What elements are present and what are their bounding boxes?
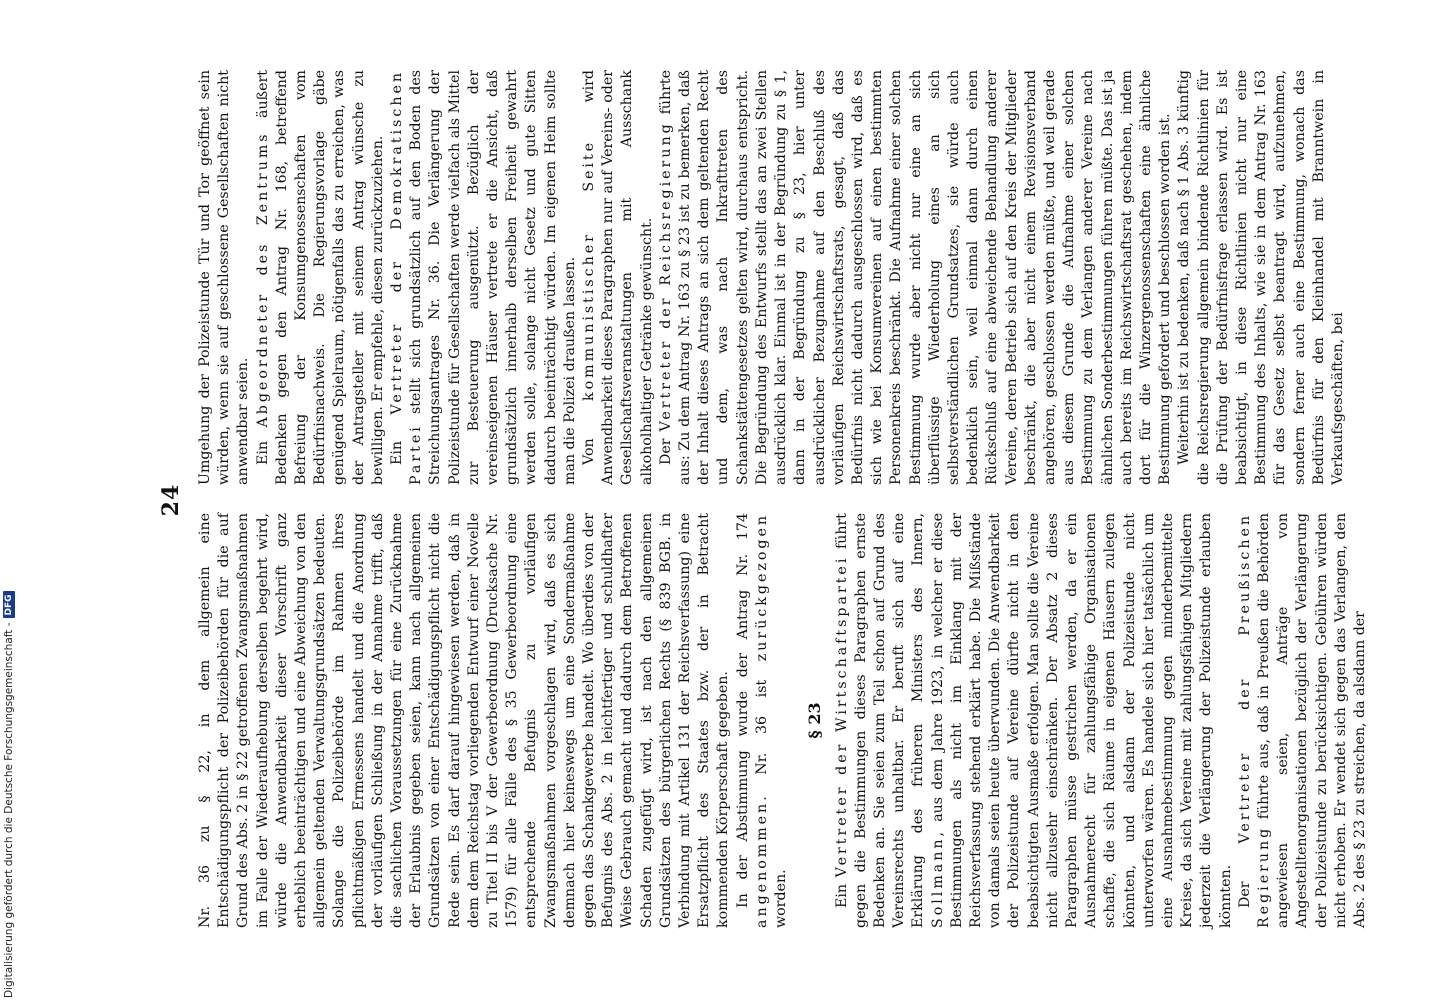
right-column [196,70,1348,485]
text-run: Nr. 36 ist [753,679,770,775]
paragraph: Weiterhin ist zu bedenken, daß nach § 1 Abs. 3 künftig die Reichsregierung allgemein bindende Richtlinien für die Prüfung der Bedürfnisfrage erlassen wird. Es ist beabsichtigt, in diese Richtlinien nicht nur eine Bestimmung des Inhalts, wie sie in dem Antrag Nr. 163 für das Gesetz selbst beantragt wird, aufzunehmen, sondern ferner auch eine Bestimmung, wonach das Bedürfnis für den Kleinhandel mit Branntwein in Verkaufsgeschäften, bei [1176,70,1346,485]
text-run: Ein [389,440,406,465]
spaced-text: Vertreter der Wirtschaftspartei [833,555,850,878]
document-page [150,60,1400,940]
text-run: In der Abstimmung wurde der Antrag Nr. 174 [734,513,751,908]
text-run: wird Anwendbarkeit dieses Paragraphen nur auf Vereins- oder Gesellschaftsveranstaltungen mit Ausschank alkoholhaltiger Getränke gewünscht. [581,69,655,485]
paragraph [580,70,657,485]
paragraph: Umgehung der Polizeistunde Tür und Tor geöffnet sein würden, wenn sie auf geschlossene Gesellschaften nicht anwendbar seien. [197,70,252,485]
spaced-text: Abgeordneter des Zentrums [254,131,271,428]
section-heading: § 23 [805,702,825,739]
credit-text: Digitalisierung gefördert durch die Deutsche Forschungsgemeinschaft - [3,622,15,998]
spaced-text: angenommen. [753,793,770,928]
text-run: Ein [254,440,271,465]
text-run: Der [1236,881,1253,908]
page-number: 24 [158,483,184,517]
spaced-text: Vertreter der Preußischen Regierung [1236,513,1272,928]
paragraph: Nr. 36 zu § 22, in dem allgemein eine Entschädigungspflicht der Polizeibehörden für die auf Grund des Abs. 2 in § 22 getroffenen Zwangsmaßnahmen im Falle der Wiederaufhebung derselben begehrt wird, würde die Anwendbarkeit dieser Vorschrift ganz erheblich beeinträchtigen und eine Abweichung von den allgemein geltenden Verwaltungsgrundsätzen bedeuten. Solange die Polizeibehörde im Rahmen ihres pflichtmäßigen Ermessens handelt und die Anordnung der vorläufigen Schließung in der Annahme trifft, daß die sachlichen Voraussetzungen für eine Zurücknahme der Erlaubnis gegeben seien, kann nach allgemeinen Grundsätzen von einer Entschädigungspflicht nicht die Rede sein. Es darf darauf hingewiesen werden, daß in dem dem Reichstag vorliegenden Entwurf einer Novelle zu Titel II bis V der Gewerbeordnung (Drucksache Nr. 1579) für alle Fälle des § 35 Gewerbeordnung eine entsprechende Befugnis zu vorläufigen Zwangsmaßnahmen vorgeschlagen wird, daß es sich demnach hier keineswegs um eine Sondermaßnahme gegen das Schankgewerbe handelt. Wo überdies von der Befugnis des Abs. 2 in leichtfertiger und schuldhafter Weise Gebrauch gemacht und dadurch dem Betroffenen Schaden zugefügt wird, ist nach den allgemeinen Grundsätzen des bürgerlichen Rechts (§ 839 BGB. in Verbindung mit Artikel 131 der Reichsverfassung) eine Ersatzpflicht des Staates bzw. der in Betracht kommenden Körperschaft gegeben. [197,513,732,928]
text-run: führte aus: Zu dem Antrag Nr. 163 zu § 23 ist zu bemerken, daß der Inhalt dieses Antrags an sich dem geltenden Recht und dem, was nach Inkrafttreten des Schankstättengesetzes gelten wird, durchaus entspricht. Die Begründung des Entwurfs stellt das an zwei Stellen ausdrücklich klar. Einmal ist in der Begründung zu § 1, dann in der Begründung zu § 23, hier unter ausdrücklicher Bezugnahme auf den Beschluß des vorläufigen Reichswirtschaftsrats, gesagt, daß das Bedürfnis nicht dadurch ausgeschlossen wird, daß es sich wie bei Konsumvereinen auf einen bestimmten Personenkreis beschränkt. Die Aufnahme einer solchen Bestimmung wurde aber nicht nur eine an sich überflüssige Wiederholung eines an sich selbstverständlichen Grundsatzes, sie würde auch bedenklich sein, weil einmal dann durch einen Rückschluß auf eine abweichende Behandlung anderer Vereine, deren Betrieb sich auf den Kreis der Mitglieder beschränkt, die aber nicht einem Revisionsverband angehören, geschlossen werden müßte, und weil gerade aus diesem Grunde die Aufnahme einer solchen Bestimmung zu dem Verlangen anderer Vereine nach ähnlichen Sonderbestimmungen führen müßte. Das ist ja auch bereits im Reichswirtschaftsrat geschehen, indem dort für die Winzergenossenschaften eine ähnliche Bestimmung gefordert und beschlossen worden ist. [657,70,1174,485]
paragraph [254,70,388,485]
text-run: stellt sich grundsätzlich auf den Boden des Streichungsantrages Nr. 36. Die Verlängerung der Polizeistunde für Gesellschaften werde vielfach als Mittel zur Besteuerung ausgenützt. Bezüglich der vereinseigenen Häuser vertrete er die Ansicht, daß grundsätzlich innerhalb derselben Freiheit gewahrt werden solle, solange nicht Gesetz und gute Sitten dadurch beeinträchtigt würden. Im eigenen Heim sollte man die Polizei draußen lassen. [408,70,578,485]
digitization-credit [2,0,16,998]
spaced-text: Vertreter der Demokratischen Partei [389,70,425,485]
spaced-text: zurückgezogen [753,513,770,662]
text-run: aus dem Jahre 1923, in welcher er diese Bestimmungen als nicht im Einklang mit der Reichsverfassung stehend erklärt habe. Die Mißstände von damals seien heute überwunden. Die Anwendbarkeit der Polizeistunde auf Vereine dürfte nicht in den beabsichtigten Ausmaße erfolgen. Man sollte die Vereine nicht allzusehr einschränken. Der Absatz 2 dieses Paragraphen müsse gestrichen werden, da er ein Ausnahmerecht für zahlungsfähige Organisationen schaffe, die sich Räume in eigenen Häusern zulegen könnten, und alsdann der Polizeistunde nicht unterworfen wären. Es handele sich hier tatsächlich um eine Ausnahmebestimmung gegen minderbemittelte Kreise, da sich Vereine mit zahlungsfähigen Mitgliedern jederzeit die Verlängerung der Polizeistunde erlauben könnten. [929,513,1234,928]
spaced-text: Vertreter der Reichsregierung [657,121,674,432]
text-run: führte aus, daß in Preußen die Behörden angewiesen seien, Anträge von Angestelltenorganisationen bezüglich der Verlängerung der Polizeistunde zu berücksichtigen. Gebühren würden nicht erhoben. Er wendet sich gegen das Verlangen, den Abs. 2 des § 23 zu streichen, da alsdann der [1255,513,1368,928]
paragraph [657,70,1175,485]
dfg-logo: DFG [3,591,15,618]
paragraph [833,513,1236,928]
left-column [196,513,1370,928]
spaced-text: kommunistischer Seite [581,139,598,401]
text-run: äußert Bedenken gegen den Antrag Nr. 168, betreffend Befreiung der Konsumgenossenschaften vom Bedürfnisnachweis. Die Regierungsvorlage gäbe genügend Spielraum, nötigenfalls das zu erreichen, was der Antragsteller mit seinem Antrag wünsche zu bewilligen. Er empfehle, diesen zurückzuziehen. [254,70,386,485]
paragraph [734,513,792,928]
text-run: Von [581,438,598,465]
spaced-text: Sollmann, [929,828,946,928]
paragraph [1236,513,1370,928]
text-run: Ein [833,883,850,908]
text-run: worden. [773,869,790,928]
text-run: führt gegen die Bestimmungen dieses Paragraphen ernste Bedenken an. Sie seien zum Teil schon auf Grund des Vereinsrechts unhaltbar. Er beruft sich auf eine Erklärung des früheren Ministers des Innern, [833,513,927,928]
column-divider [196,500,1376,501]
paragraph [388,70,580,485]
text-run: Der [657,438,674,465]
